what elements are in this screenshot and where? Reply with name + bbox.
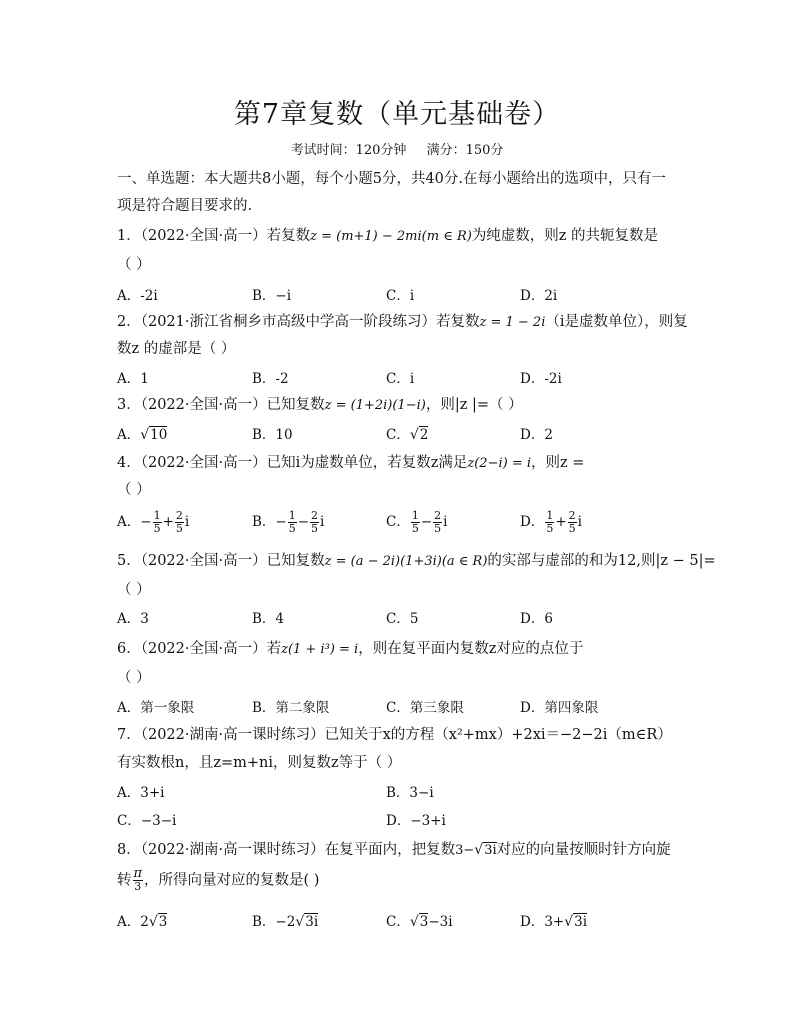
question-4-prefix: 4．（2022·全国·高一）已知i为虚数单位，若复数z满足 bbox=[117, 455, 468, 471]
question-8-prefix: 8．（2022·湖南·高一课时练习）在复平面内，把复数 bbox=[117, 842, 456, 858]
question-4 bbox=[117, 451, 584, 472]
question-3-option-b: B．10 bbox=[252, 427, 293, 443]
question-3-prefix: 3．（2022·全国·高一）已知复数 bbox=[117, 397, 325, 413]
question-4-blank: （ ） bbox=[117, 482, 151, 498]
fraction: $\frac{1}{5}$ bbox=[288, 509, 296, 535]
section-heading-line2: 项是符合题目要求的. bbox=[117, 198, 253, 214]
question-4-expression: z(2−i) = i bbox=[467, 456, 532, 471]
fraction: $\frac{1}{5}$ bbox=[411, 509, 419, 535]
question-3-suffix: ，则|z |=（ ） bbox=[425, 397, 523, 413]
question-1-option-a: A．-2i bbox=[117, 288, 158, 304]
question-3 bbox=[117, 393, 523, 414]
question-3-option-c-radicand: 2 bbox=[419, 427, 429, 443]
question-7-option-c: C．−3−i bbox=[117, 813, 177, 829]
question-1-expression: z = (m+1) − 2mi(m ∈ R) bbox=[310, 229, 472, 244]
question-4-suffix: ，则z = bbox=[531, 455, 585, 471]
fraction: $\frac{2}{5}$ bbox=[568, 509, 576, 535]
question-2-suffix: （i是虚数单位），则复 bbox=[545, 314, 688, 330]
question-5-option-d: D．6 bbox=[520, 611, 553, 627]
question-3-option-c: C．√2 bbox=[386, 427, 429, 443]
question-2-prefix: 2．（2021·浙江省桐乡市高级中学高一阶段练习）若复数 bbox=[117, 314, 480, 330]
question-5-blank: （ ） bbox=[117, 582, 151, 598]
question-2-option-a: A．1 bbox=[117, 371, 149, 387]
question-7-option-d: D．−3+i bbox=[386, 813, 446, 829]
fraction: $\frac{1}{5}$ bbox=[153, 509, 161, 535]
question-2-line2: 数z 的虚部是（ ） bbox=[117, 341, 236, 357]
question-4-option-a: A．− $\frac{1}{5}$ + $\frac{2}{5}$ i bbox=[117, 509, 190, 535]
question-2-option-d: D．-2i bbox=[520, 371, 562, 387]
question-1-prefix: 1．（2022·全国·高一）若复数 bbox=[117, 228, 311, 244]
exam-info bbox=[0, 139, 794, 158]
question-7: 7．（2022·湖南·高一课时练习）已知关于x的方程（x²+mx）+2xi＝−2−2i（m∈R） bbox=[117, 727, 672, 743]
page-title: 第7章复数（单元基础卷） bbox=[233, 99, 561, 130]
question-8-line2: 转 $\frac{\pi}{3}$ ，所得向量对应的复数是( ) bbox=[117, 866, 320, 893]
question-1 bbox=[117, 224, 658, 245]
question-6-option-c: C．第三象限 bbox=[386, 700, 464, 716]
question-5-suffix: 的实部与虚部的和为12,则|z − 5|= bbox=[487, 553, 716, 569]
question-6 bbox=[117, 637, 583, 658]
question-4-option-c: C． $\frac{1}{5}$ − $\frac{2}{5}$ i bbox=[386, 509, 448, 535]
question-6-option-d: D．第四象限 bbox=[520, 700, 599, 716]
question-5-prefix: 5．（2022·全国·高一）已知复数 bbox=[117, 553, 325, 569]
question-8-expression: 3− bbox=[455, 843, 475, 858]
question-8: 8．（2022·湖南·高一课时练习）在复平面内，把复数3−√3i对应的向量按顺时针方向旋 bbox=[117, 842, 671, 858]
question-6-option-a: A．第一象限 bbox=[117, 700, 195, 716]
section-heading-line1: 一、单选题：本大题共8小题，每个小题5分，共40分.在每小题给出的选项中，只有一 bbox=[117, 171, 667, 187]
question-2-option-c: C．i bbox=[386, 371, 415, 387]
question-1-option-c: C．i bbox=[386, 288, 415, 304]
exam-score: 满分：150分 bbox=[426, 143, 504, 158]
question-4-option-b: B．− $\frac{1}{5}$ − $\frac{2}{5}$ i bbox=[252, 509, 325, 535]
question-8-option-a: A．2√3 bbox=[117, 914, 168, 930]
question-2-expression: z = 1 − 2i bbox=[479, 315, 546, 330]
question-2-option-b: B．-2 bbox=[252, 371, 289, 387]
question-3-option-a: A．√10 bbox=[117, 427, 168, 443]
question-4-option-d: D． $\frac{1}{5}$ + $\frac{2}{5}$ i bbox=[520, 509, 582, 535]
question-6-suffix: ，则在复平面内复数z对应的点位于 bbox=[358, 641, 584, 657]
question-6-expression: z(1 + i³) = i bbox=[281, 642, 359, 657]
question-3-expression: z = (1+2i)(1−i) bbox=[324, 398, 426, 413]
question-8-option-d: D．3+√3i bbox=[520, 914, 588, 930]
question-1-option-d: D．2i bbox=[520, 288, 558, 304]
fraction: $\frac{2}{5}$ bbox=[175, 509, 183, 535]
question-6-blank: （ ） bbox=[117, 670, 151, 686]
question-7-option-b: B．3−i bbox=[386, 785, 434, 801]
question-8-option-c: C．√3−3i bbox=[386, 914, 453, 930]
question-6-prefix: 6．（2022·全国·高一）若 bbox=[117, 641, 282, 657]
question-7-line2: 有实数根n，且z=m+ni，则复数z等于（ ） bbox=[117, 755, 402, 771]
fraction: $\frac{2}{5}$ bbox=[311, 509, 319, 535]
question-5 bbox=[117, 549, 716, 570]
question-5-option-a: A．3 bbox=[117, 611, 149, 627]
question-5-option-c: C．5 bbox=[386, 611, 419, 627]
question-1-blank: （ ） bbox=[117, 257, 151, 273]
fraction: $\frac{1}{5}$ bbox=[546, 509, 554, 535]
fraction: $\frac{2}{5}$ bbox=[434, 509, 442, 535]
question-3-option-a-radicand: 10 bbox=[150, 427, 168, 443]
question-7-option-a: A．3+i bbox=[117, 785, 165, 801]
question-5-option-b: B．4 bbox=[252, 611, 285, 627]
sqrt-3i: 3i bbox=[484, 843, 497, 858]
question-1-option-b: B．−i bbox=[252, 288, 292, 304]
question-3-option-d: D．2 bbox=[520, 427, 553, 443]
question-8-suffix: 对应的向量按顺时针方向旋 bbox=[496, 842, 671, 858]
question-1-suffix: 为纯虚数，则z 的共轭复数是 bbox=[471, 228, 659, 244]
question-2 bbox=[117, 310, 688, 331]
question-8-option-b: B．−2√3i bbox=[252, 914, 319, 930]
question-6-option-b: B．第二象限 bbox=[252, 700, 330, 716]
fraction-pi-over-3: $\frac{\pi}{3}$ bbox=[133, 866, 143, 893]
question-5-expression: z = (a − 2i)(1+3i)(a ∈ R) bbox=[324, 554, 488, 569]
exam-time: 考试时间：120分钟 bbox=[290, 143, 407, 158]
